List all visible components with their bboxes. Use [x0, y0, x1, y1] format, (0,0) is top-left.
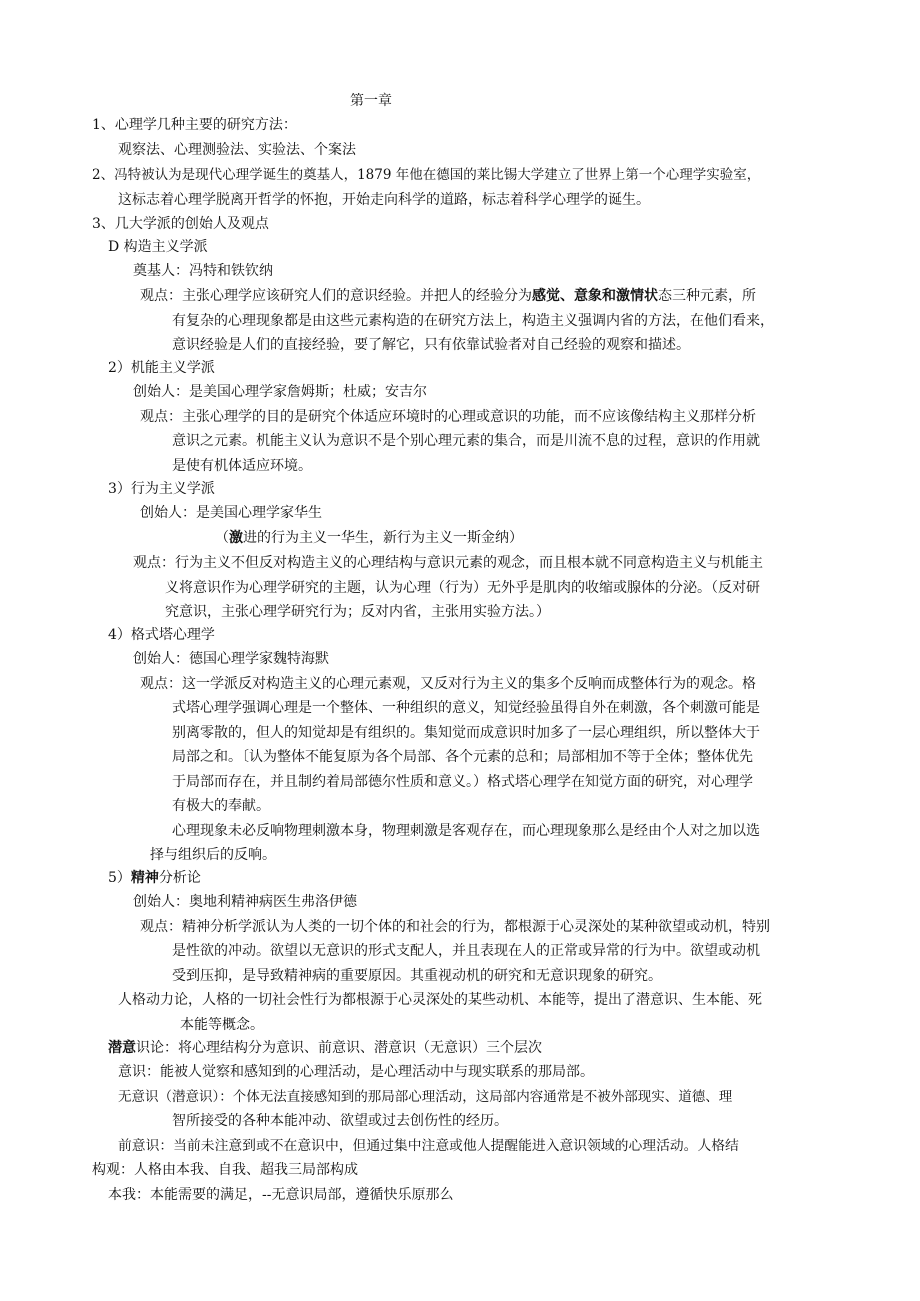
text-line: 创始人：德国心理学家魏特海默	[133, 651, 329, 667]
text-line: 意识之元素。机能主义认为意识不是个别心理元素的集合，而是川流不息的过程，意识的作用就	[172, 433, 760, 449]
text-span: 5）	[108, 870, 131, 886]
text-line: 构观：人格由本我、自我、超我三局部构成	[92, 1162, 358, 1178]
text-line: 意识：能被人觉察和感知到的心理活动，是心理活动中与现实联系的那局部。	[118, 1064, 594, 1080]
text-line: 有极大的奉献。	[172, 798, 270, 814]
text-line: 心理现象未必反响物理刺激本身，物理刺激是客观存在，而心理现象那么是经由个人对之加以选	[172, 823, 760, 839]
text-line: 义将意识作为心理学研究的主题，认为心理（行为）无外乎是肌肉的收缩或腺体的分泌。（反对研	[165, 580, 760, 596]
text-span: 进的行为主义一华生，新行为主义一斯金纳）	[243, 530, 523, 546]
text-line: 观察法、心理测验法、实验法、个案法	[118, 142, 356, 158]
bold-text: 激	[229, 530, 243, 546]
text-line: 局部之和。〔认为整体不能复原为各个局部、各个元素的总和；局部相加不等于全体；整体优先	[172, 749, 753, 765]
bold-text: 感觉、意象和激情状	[532, 288, 658, 304]
text-span: 态三种元素，所	[658, 288, 756, 304]
text-line: 智所接受的各种本能冲动、欲望或过去创伤性的经历。	[172, 1113, 508, 1129]
text-span: 识论：将心理结构分为意识、前意识、潜意识（无意识）三个层次	[136, 1040, 542, 1056]
section-heading: 3）行为主义学派	[108, 481, 215, 497]
text-line: 人格动力论，人格的一切社会性行为都根源于心灵深处的某些动机、本能等，提出了潜意识、生本能、死	[118, 992, 762, 1008]
text-span: 分析论	[158, 870, 201, 886]
section-heading: 2）机能主义学派	[108, 360, 215, 376]
bold-text: 精神	[130, 870, 159, 886]
text-line	[215, 528, 523, 548]
text-line: 受到压抑，是导致精神病的重要原因。其重视动机的研究和无意识现象的研究。	[172, 968, 662, 984]
text-line: 观点：行为主义不但反对构造主义的心理结构与意识元素的观念，而且根本就不同意构造主义与机能主	[133, 555, 763, 571]
text-line: 究意识，主张心理学研究行为；反对内省，主张用实验方法。）	[165, 604, 550, 620]
text-line: 创始人：是美国心理学家詹姆斯；杜威；安吉尔	[133, 384, 427, 400]
text-line: 择与组织后的反响。	[150, 847, 276, 863]
text-line	[108, 1038, 542, 1058]
text-line: 是使有机体适应环境。	[172, 458, 312, 474]
text-line: 是性欲的冲动。欲望以无意识的形式支配人，并且表现在人的正常或异常的行为中。欲望或动机	[172, 943, 760, 959]
text-line: 本我：本能需要的满足，--无意识局部，遵循快乐原那么	[108, 1187, 454, 1203]
section-heading	[108, 868, 201, 888]
text-line: 观点：主张心理学的目的是研究个体适应环境时的心理或意识的功能，而不应该像结构主义那样分析	[140, 409, 756, 425]
text-line: 2、冯特被认为是现代心理学诞生的奠基人，1879 年他在德国的莱比锡大学建立了世界上第一个心理学实验室，	[92, 167, 761, 183]
text-line: 1、心理学几种主要的研究方法：	[92, 117, 297, 133]
text-line: 有复杂的心理现象都是由这些元素构造的在研究方法上，构造主义强调内省的方法，在他们看来，	[172, 313, 774, 329]
text-line: 本能等概念。	[180, 1017, 264, 1033]
text-line: 观点：精神分析学派认为人类的一切个体的和社会的行为，都根源于心灵深处的某种欲望或动机，特别	[140, 919, 770, 935]
text-line: 奠基人：冯特和铁钦纳	[133, 263, 273, 279]
text-line: 3、几大学派的创始人及观点	[92, 216, 269, 232]
text-span: （	[215, 530, 229, 546]
text-line: 无意识（潜意识）：个体无法直接感知到的那局部心理活动，这局部内容通常是不被外部现实、道德、理	[118, 1089, 733, 1105]
section-heading: D 构造主义学派	[108, 239, 208, 255]
text-line: 创始人：奥地利精神病医生弗洛伊德	[133, 894, 357, 910]
text-line: 式塔心理学强调心理是一个整体、一种组织的意义，知觉经验虽得自外在刺激，各个刺激可能是	[172, 700, 760, 716]
bold-text: 潜意	[108, 1040, 136, 1056]
text-span: 观点：主张心理学应该研究人们的意识经验。并把人的经验分为	[140, 288, 532, 304]
text-line: 观点：这一学派反对构造主义的心理元素观，又反对行为主义的集多个反响而成整体行为的观念。格	[140, 676, 756, 692]
page-title: 第一章	[350, 93, 392, 109]
text-line: 这标志着心理学脱离开哲学的怀抱，开始走向科学的道路，标志着科学心理学的诞生。	[118, 192, 650, 208]
text-line: 于局部而存在，并且制约着局部德尔性质和意义。）格式塔心理学在知觉方面的研究，对心理学	[172, 774, 753, 790]
text-line: 意识经验是人们的直接经验，要了解它，只有依靠试验者对自己经验的观察和描述。	[172, 337, 690, 353]
text-line	[140, 286, 756, 306]
text-line: 前意识：当前未注意到或不在意识中，但通过集中注意或他人提醒能进入意识领域的心理活动。人格结	[118, 1138, 739, 1154]
text-line: 别离零散的，但人的知觉却是有组织的。集知觉而成意识时加多了一层心理组织，所以整体大于	[172, 725, 760, 741]
section-heading: 4）格式塔心理学	[108, 627, 215, 643]
text-line: 创始人：是美国心理学家华生	[140, 505, 322, 521]
